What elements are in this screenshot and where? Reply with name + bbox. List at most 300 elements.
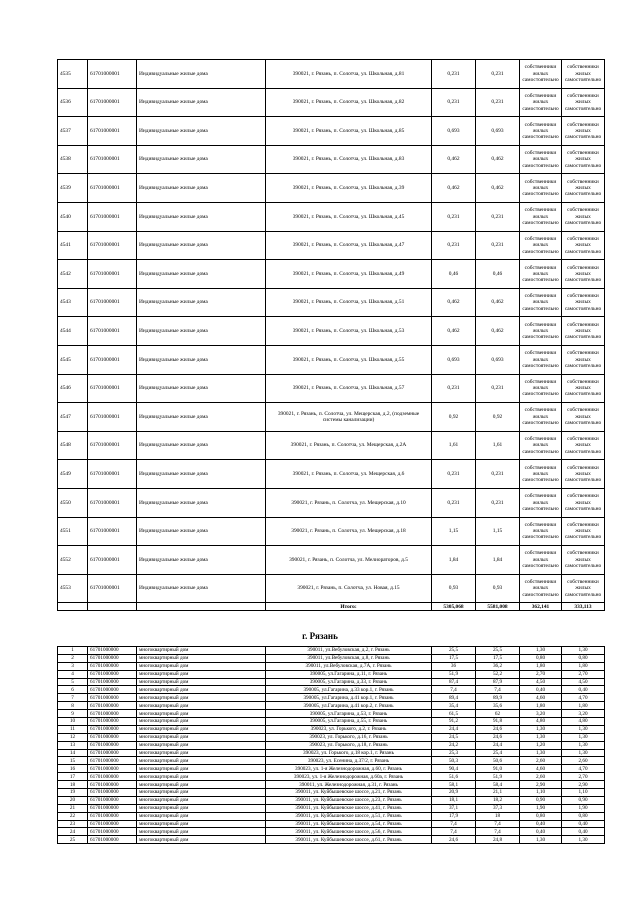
- owner-cell: собственники жилых самостоятельно: [562, 288, 605, 317]
- value-cell: 24,8: [476, 836, 520, 844]
- value-cell: 17,9: [432, 812, 476, 820]
- row-number-cell: 1: [58, 647, 88, 655]
- code-cell: 61701000001: [88, 517, 137, 546]
- row-number-cell: 4535: [58, 60, 88, 89]
- value-cell: 0,231: [432, 231, 476, 260]
- building-type-cell: многоквартирный дом: [137, 710, 266, 718]
- value-cell: 37,3: [476, 804, 520, 812]
- table-row: [58, 647, 605, 655]
- code-cell: 61701000001: [88, 546, 137, 575]
- table-row: [58, 678, 605, 686]
- building-type-cell: многоквартирный дом: [137, 765, 266, 773]
- value-cell: 18: [476, 812, 520, 820]
- value-cell: 24,5: [432, 733, 476, 741]
- value-cell: 0,80: [520, 654, 562, 662]
- value-cell: 0,231: [432, 374, 476, 403]
- building-type-cell: Индивидуальные жилые дома: [137, 145, 266, 174]
- code-cell: 61701000001: [88, 345, 137, 374]
- row-number-cell: 7: [58, 694, 88, 702]
- owner-cell: собственники жилых самостоятельно: [520, 145, 562, 174]
- value-cell: 90,4: [432, 765, 476, 773]
- building-type-cell: многоквартирный дом: [137, 702, 266, 710]
- value-cell: 61,5: [432, 710, 476, 718]
- owner-cell: собственники жилых самостоятельно: [562, 231, 605, 260]
- value-cell: 20,9: [432, 789, 476, 797]
- code-cell: 61701000000: [88, 789, 137, 797]
- building-type-cell: Индивидуальные жилые дома: [137, 460, 266, 489]
- building-type-cell: многоквартирный дом: [137, 796, 266, 804]
- building-type-cell: многоквартирный дом: [137, 741, 266, 749]
- code-cell: 61701000000: [88, 686, 137, 694]
- value-cell: 4,70: [562, 765, 605, 773]
- code-cell: 61701000001: [88, 145, 137, 174]
- row-number-cell: 18: [58, 781, 88, 789]
- value-cell: 0,93: [476, 574, 520, 603]
- code-cell: 61701000001: [88, 174, 137, 203]
- row-number-cell: 15: [58, 757, 88, 765]
- value-cell: 89,4: [432, 694, 476, 702]
- building-type-cell: Индивидуальные жилые дома: [137, 88, 266, 117]
- value-cell: 36,2: [476, 662, 520, 670]
- row-number-cell: 10: [58, 718, 88, 726]
- row-number-cell: 4543: [58, 288, 88, 317]
- building-type-cell: Индивидуальные жилые дома: [137, 546, 266, 575]
- address-cell: 390021, г. Рязань, п. Солотча, ул. Школьная, д.83: [266, 145, 432, 174]
- row-number-cell: 20: [58, 796, 88, 804]
- address-cell: 390021, г. Рязань, п. Солотча, ул. Школьная, д.49: [266, 260, 432, 289]
- row-number-cell: 4542: [58, 260, 88, 289]
- row-number-cell: 21: [58, 804, 88, 812]
- value-cell: 91,8: [476, 718, 520, 726]
- owner-cell: собственники жилых самостоятельно: [562, 546, 605, 575]
- owner-cell: собственники жилых самостоятельно: [520, 574, 562, 603]
- table-row: [58, 117, 605, 146]
- row-number-cell: 23: [58, 820, 88, 828]
- table-row: [58, 757, 605, 765]
- total-value: 362,141: [520, 603, 562, 611]
- value-cell: 52,2: [476, 670, 520, 678]
- address-cell: 390021, г. Рязань, п. Солотча, ул. Мещерская, д.18: [266, 517, 432, 546]
- building-type-cell: многоквартирный дом: [137, 718, 266, 726]
- row-number-cell: 17: [58, 773, 88, 781]
- row-number-cell: 9: [58, 710, 88, 718]
- address-cell: 390021, г. Рязань, п. Солотча, ул. Новая, д.15: [266, 574, 432, 603]
- building-type-cell: многоквартирный дом: [137, 812, 266, 820]
- code-cell: 61701000001: [88, 374, 137, 403]
- address-cell: 390011, ул. Куйбышевское шоссе, д.54, г. Рязань: [266, 820, 432, 828]
- table-row: [58, 88, 605, 117]
- table-row: [58, 804, 605, 812]
- value-cell: 24,6: [432, 836, 476, 844]
- table-row: [58, 374, 605, 403]
- owner-cell: собственники жилых самостоятельно: [562, 317, 605, 346]
- value-cell: 1,30: [520, 647, 562, 655]
- owner-cell: собственники жилых самостоятельно: [562, 117, 605, 146]
- value-cell: 1,80: [520, 662, 562, 670]
- address-cell: 390011, ул.Вебуловская, д.7А, г. Рязань: [266, 662, 432, 670]
- value-cell: 24,4: [432, 725, 476, 733]
- code-cell: 61701000001: [88, 431, 137, 460]
- total-label: Итого:: [266, 603, 432, 611]
- table-row: [58, 773, 605, 781]
- owner-cell: собственники жилых самостоятельно: [520, 517, 562, 546]
- owner-cell: собственники жилых самостоятельно: [520, 231, 562, 260]
- building-type-cell: многоквартирный дом: [137, 781, 266, 789]
- value-cell: 0,462: [476, 317, 520, 346]
- value-cell: 1,30: [562, 741, 605, 749]
- value-cell: 2,70: [562, 670, 605, 678]
- code-cell: 61701000001: [88, 460, 137, 489]
- code-cell: 61701000000: [88, 654, 137, 662]
- value-cell: 2,70: [520, 670, 562, 678]
- code-cell: 61701000001: [88, 288, 137, 317]
- table-row: [58, 686, 605, 694]
- building-type-cell: многоквартирный дом: [137, 820, 266, 828]
- value-cell: 0,231: [476, 231, 520, 260]
- value-cell: 0,462: [432, 174, 476, 203]
- building-type-cell: многоквартирный дом: [137, 678, 266, 686]
- value-cell: 7,4: [432, 686, 476, 694]
- value-cell: 1,80: [562, 702, 605, 710]
- value-cell: 1,30: [520, 725, 562, 733]
- building-type-cell: многоквартирный дом: [137, 757, 266, 765]
- value-cell: 0,231: [432, 488, 476, 517]
- value-cell: 0,231: [476, 374, 520, 403]
- value-cell: 0,693: [432, 117, 476, 146]
- row-number-cell: 6: [58, 686, 88, 694]
- value-cell: 7,4: [476, 686, 520, 694]
- owner-cell: собственники жилых самостоятельно: [520, 202, 562, 231]
- value-cell: 0,40: [562, 828, 605, 836]
- value-cell: 1,90: [520, 804, 562, 812]
- value-cell: 0,693: [476, 117, 520, 146]
- row-number-cell: 4544: [58, 317, 88, 346]
- empty-cell: [137, 603, 266, 611]
- address-cell: 390023, ул. Есенина, д.37/2, г. Рязань: [266, 757, 432, 765]
- table-row: [58, 145, 605, 174]
- owner-cell: собственники жилых самостоятельно: [562, 488, 605, 517]
- row-number-cell: 25: [58, 836, 88, 844]
- row-number-cell: 4553: [58, 574, 88, 603]
- address-cell: 390011, ул. Куйбышевское шоссе, д.23, г. Рязань: [266, 796, 432, 804]
- building-type-cell: Индивидуальные жилые дома: [137, 574, 266, 603]
- upper-table: [57, 59, 605, 611]
- address-cell: 390021, г. Рязань, п. Солотча, ул. Школьная, д.82: [266, 88, 432, 117]
- owner-cell: собственники жилых самостоятельно: [520, 431, 562, 460]
- address-cell: 390023, ул. Горького, д.18 кор.1, г. Рязань: [266, 749, 432, 757]
- value-cell: 1,15: [476, 517, 520, 546]
- value-cell: 24,6: [476, 725, 520, 733]
- value-cell: 2,60: [520, 757, 562, 765]
- address-cell: 390005, ул.Гагарина, д.33 кор.1, г. Рязань: [266, 686, 432, 694]
- value-cell: 2,90: [562, 781, 605, 789]
- value-cell: 0,231: [476, 488, 520, 517]
- value-cell: 1,30: [562, 749, 605, 757]
- address-cell: 390021, г. Рязань, п. Солотча, ул. Школьная, д.51: [266, 288, 432, 317]
- address-cell: 390011, ул. Куйбышевское шоссе, д.51, г. Рязань: [266, 812, 432, 820]
- address-cell: 390011, ул. Куйбышевское шоссе, д.56, г. Рязань: [266, 828, 432, 836]
- code-cell: 61701000000: [88, 804, 137, 812]
- row-number-cell: 4551: [58, 517, 88, 546]
- value-cell: 62: [476, 710, 520, 718]
- row-number-cell: 4539: [58, 174, 88, 203]
- table-row: [58, 260, 605, 289]
- address-cell: 390005, ул.Гагарина, д.55, г. Рязань: [266, 718, 432, 726]
- table-row: [58, 733, 605, 741]
- owner-cell: собственники жилых самостоятельно: [520, 546, 562, 575]
- building-type-cell: многоквартирный дом: [137, 670, 266, 678]
- building-type-cell: многоквартирный дом: [137, 662, 266, 670]
- value-cell: 0,46: [476, 260, 520, 289]
- value-cell: 0,231: [432, 60, 476, 89]
- building-type-cell: Индивидуальные жилые дома: [137, 317, 266, 346]
- row-number-cell: 4548: [58, 431, 88, 460]
- table-row: [58, 345, 605, 374]
- city-title: г. Рязань: [302, 631, 338, 641]
- building-type-cell: Индивидуальные жилые дома: [137, 231, 266, 260]
- value-cell: 2,70: [562, 773, 605, 781]
- value-cell: 0,231: [432, 460, 476, 489]
- address-cell: 390011, ул.Вебуловская, д.8, г. Рязань: [266, 654, 432, 662]
- value-cell: 1,30: [520, 836, 562, 844]
- owner-cell: собственники жилых самостоятельно: [562, 174, 605, 203]
- building-type-cell: многоквартирный дом: [137, 749, 266, 757]
- value-cell: 87,9: [476, 678, 520, 686]
- value-cell: 1,30: [562, 647, 605, 655]
- code-cell: 61701000001: [88, 231, 137, 260]
- address-cell: 390021, г. Рязань, п. Солотча, ул. Мещерская, д.2, (подземные системы канализации): [266, 403, 432, 432]
- code-cell: 61701000001: [88, 317, 137, 346]
- table-row: [58, 670, 605, 678]
- code-cell: 61701000000: [88, 757, 137, 765]
- table-row: [58, 741, 605, 749]
- value-cell: 24,2: [432, 741, 476, 749]
- value-cell: 0,46: [432, 260, 476, 289]
- value-cell: 1,61: [432, 431, 476, 460]
- value-cell: 0,231: [432, 202, 476, 231]
- owner-cell: собственники жилых самостоятельно: [520, 260, 562, 289]
- value-cell: 0,462: [476, 145, 520, 174]
- value-cell: 0,93: [432, 574, 476, 603]
- value-cell: 1,90: [562, 804, 605, 812]
- row-number-cell: 24: [58, 828, 88, 836]
- building-type-cell: Индивидуальные жилые дома: [137, 431, 266, 460]
- address-cell: 390021, г. Рязань, п. Солотча, ул. Мещерская, д.6: [266, 460, 432, 489]
- owner-cell: собственники жилых самостоятельно: [520, 460, 562, 489]
- value-cell: 0,40: [562, 820, 605, 828]
- empty-cell: [58, 603, 88, 611]
- code-cell: 61701000000: [88, 749, 137, 757]
- row-number-cell: 4540: [58, 202, 88, 231]
- owner-cell: собственники жилых самостоятельно: [520, 60, 562, 89]
- value-cell: 0,90: [562, 796, 605, 804]
- table-row: [58, 202, 605, 231]
- building-type-cell: Индивидуальные жилые дома: [137, 374, 266, 403]
- code-cell: 61701000000: [88, 662, 137, 670]
- value-cell: 1,30: [562, 733, 605, 741]
- value-cell: 1,80: [520, 702, 562, 710]
- value-cell: 4,50: [520, 678, 562, 686]
- value-cell: 0,231: [476, 88, 520, 117]
- address-cell: 390021, г. Рязань, п. Солотча, ул. Школьная, д.57: [266, 374, 432, 403]
- code-cell: 61701000001: [88, 574, 137, 603]
- owner-cell: собственники жилых самостоятельно: [520, 374, 562, 403]
- code-cell: 61701000000: [88, 820, 137, 828]
- value-cell: 25,5: [476, 647, 520, 655]
- value-cell: 1,10: [520, 789, 562, 797]
- address-cell: 390005, ул.Гагарина, д.41 кор.2, г. Рязань: [266, 702, 432, 710]
- value-cell: 24,4: [476, 741, 520, 749]
- building-type-cell: Индивидуальные жилые дома: [137, 488, 266, 517]
- code-cell: 61701000000: [88, 702, 137, 710]
- value-cell: 4,60: [520, 765, 562, 773]
- row-number-cell: 22: [58, 812, 88, 820]
- value-cell: 1,15: [432, 517, 476, 546]
- table-row: [58, 725, 605, 733]
- address-cell: 390005, ул.Гагарина, д.53, г. Рязань: [266, 710, 432, 718]
- table-row: [58, 403, 605, 432]
- owner-cell: собственники жилых самостоятельно: [562, 460, 605, 489]
- address-cell: 390011, ул. Железнодорожная, д.31, г. Рязань: [266, 781, 432, 789]
- owner-cell: собственники жилых самостоятельно: [520, 403, 562, 432]
- row-number-cell: 5: [58, 678, 88, 686]
- value-cell: 36: [432, 662, 476, 670]
- building-type-cell: многоквартирный дом: [137, 836, 266, 844]
- value-cell: 91,2: [432, 718, 476, 726]
- owner-cell: собственники жилых самостоятельно: [562, 517, 605, 546]
- value-cell: 1,80: [562, 662, 605, 670]
- table-row: [58, 317, 605, 346]
- value-cell: 50,3: [432, 757, 476, 765]
- value-cell: 51,9: [432, 670, 476, 678]
- row-number-cell: 4545: [58, 345, 88, 374]
- address-cell: 390021, г. Рязань, п. Солотча, ул. Школьная, д.47: [266, 231, 432, 260]
- value-cell: 25,4: [476, 749, 520, 757]
- value-cell: 2,60: [562, 757, 605, 765]
- value-cell: 0,80: [562, 654, 605, 662]
- address-cell: 390021, г. Рязань, п. Солотча, ул. Школьная, д.81: [266, 60, 432, 89]
- code-cell: 61701000000: [88, 678, 137, 686]
- owner-cell: собственники жилых самостоятельно: [562, 403, 605, 432]
- table-row: [58, 288, 605, 317]
- value-cell: 50,6: [476, 757, 520, 765]
- code-cell: 61701000000: [88, 710, 137, 718]
- building-type-cell: Индивидуальные жилые дома: [137, 288, 266, 317]
- owner-cell: собственники жилых самостоятельно: [520, 88, 562, 117]
- value-cell: 37,1: [432, 804, 476, 812]
- building-type-cell: Индивидуальные жилые дома: [137, 517, 266, 546]
- address-cell: 390021, г. Рязань, п. Солотча, ул. Школьная, д.53: [266, 317, 432, 346]
- address-cell: 390011, ул. Куйбышевское шоссе, д.21, г. Рязань: [266, 789, 432, 797]
- value-cell: 1,30: [562, 836, 605, 844]
- address-cell: 390021, г. Рязань, п. Солотча, ул. Мещерская, д.2А: [266, 431, 432, 460]
- value-cell: 7,4: [476, 820, 520, 828]
- table-row: [58, 517, 605, 546]
- owner-cell: собственники жилых самостоятельно: [562, 202, 605, 231]
- owner-cell: собственники жилых самостоятельно: [562, 574, 605, 603]
- value-cell: 91,0: [476, 765, 520, 773]
- owner-cell: собственники жилых самостоятельно: [562, 431, 605, 460]
- value-cell: 3,20: [520, 710, 562, 718]
- address-cell: 390021, г. Рязань, п. Солотча, ул. Мелиораторов, д.5: [266, 546, 432, 575]
- code-cell: 61701000000: [88, 647, 137, 655]
- lower-table: [57, 646, 605, 844]
- value-cell: 0,40: [520, 686, 562, 694]
- code-cell: 61701000001: [88, 488, 137, 517]
- value-cell: 25,3: [432, 749, 476, 757]
- owner-cell: собственники жилых самостоятельно: [520, 345, 562, 374]
- address-cell: 390011, ул. Куйбышевское шоссе, д.61, г. Рязань: [266, 836, 432, 844]
- value-cell: 17,5: [432, 654, 476, 662]
- value-cell: 51,6: [432, 773, 476, 781]
- code-cell: 61701000000: [88, 741, 137, 749]
- table-row: [58, 546, 605, 575]
- value-cell: 0,231: [432, 88, 476, 117]
- value-cell: 0,92: [476, 403, 520, 432]
- building-type-cell: многоквартирный дом: [137, 686, 266, 694]
- row-number-cell: 4549: [58, 460, 88, 489]
- table-row: [58, 820, 605, 828]
- address-cell: 390023, ул. 1-я Железнодорожная, д.60а, г. Рязань: [266, 773, 432, 781]
- owner-cell: собственники жилых самостоятельно: [562, 60, 605, 89]
- owner-cell: собственники жилых самостоятельно: [562, 88, 605, 117]
- row-number-cell: 2: [58, 654, 88, 662]
- address-cell: 390021, г. Рязань, п. Солотча, ул. Школьная, д.85: [266, 117, 432, 146]
- table-row: [58, 789, 605, 797]
- value-cell: 4,80: [520, 718, 562, 726]
- owner-cell: собственники жилых самостоятельно: [562, 345, 605, 374]
- value-cell: 58,4: [476, 781, 520, 789]
- table-row: [58, 796, 605, 804]
- table-row: [58, 431, 605, 460]
- code-cell: 61701000000: [88, 718, 137, 726]
- value-cell: 35,6: [476, 702, 520, 710]
- building-type-cell: Индивидуальные жилые дома: [137, 60, 266, 89]
- code-cell: 61701000001: [88, 88, 137, 117]
- building-type-cell: Индивидуальные жилые дома: [137, 345, 266, 374]
- row-number-cell: 4550: [58, 488, 88, 517]
- address-cell: 390023, ул. Горького, д.2, г. Рязань: [266, 725, 432, 733]
- code-cell: 61701000001: [88, 202, 137, 231]
- table-row: [58, 702, 605, 710]
- row-number-cell: 4536: [58, 88, 88, 117]
- value-cell: 1,61: [476, 431, 520, 460]
- value-cell: 0,40: [562, 686, 605, 694]
- table-row: [58, 662, 605, 670]
- value-cell: 0,80: [520, 812, 562, 820]
- owner-cell: собственники жилых самостоятельно: [562, 374, 605, 403]
- table-row: [58, 710, 605, 718]
- code-cell: 61701000000: [88, 781, 137, 789]
- value-cell: 0,80: [562, 812, 605, 820]
- table-row: [58, 749, 605, 757]
- value-cell: 0,92: [432, 403, 476, 432]
- building-type-cell: Индивидуальные жилые дома: [137, 202, 266, 231]
- row-number-cell: 4537: [58, 117, 88, 146]
- value-cell: 24,6: [476, 733, 520, 741]
- building-type-cell: многоквартирный дом: [137, 828, 266, 836]
- value-cell: 0,462: [432, 145, 476, 174]
- value-cell: 4,80: [562, 718, 605, 726]
- building-type-cell: Индивидуальные жилые дома: [137, 403, 266, 432]
- total-value: 5305,068: [432, 603, 476, 611]
- row-number-cell: 16: [58, 765, 88, 773]
- value-cell: 3,20: [562, 710, 605, 718]
- total-value: 5581,008: [476, 603, 520, 611]
- row-number-cell: 11: [58, 725, 88, 733]
- code-cell: 61701000001: [88, 403, 137, 432]
- row-number-cell: 3: [58, 662, 88, 670]
